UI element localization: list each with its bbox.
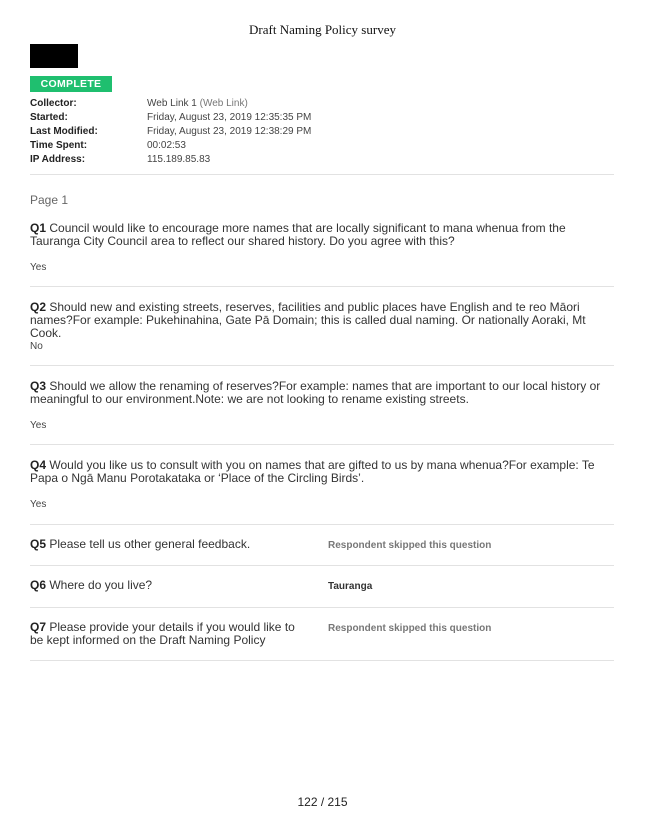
redacted-block (30, 44, 78, 68)
meta-value (147, 98, 248, 109)
meta-row-time-spent (30, 138, 614, 152)
divider (30, 524, 614, 525)
answer-7: Respondent skipped this question (328, 623, 492, 634)
question-number: Q7 (30, 620, 47, 634)
question-number: Q2 (30, 300, 47, 314)
question-text: Where do you live? (49, 578, 153, 592)
question-text: Would you like us to consult with you on names that are gifted to us by mana whenua?For example: Te Papa o Ngā Manu Porotakataka or ‘Place of the Circling Birds’. (30, 458, 595, 485)
question-3 (30, 380, 614, 406)
meta-label: Last Modified: (30, 125, 98, 137)
question-text: Please tell us other general feedback. (49, 537, 251, 551)
collector-type: (Web Link) (199, 98, 248, 110)
response-metadata (30, 97, 614, 166)
status-badge: COMPLETE (30, 76, 112, 92)
meta-value: 00:02:53 (147, 139, 186, 151)
divider (30, 286, 614, 287)
question-number: Q5 (30, 537, 47, 551)
page-label: Page 1 (30, 193, 69, 207)
meta-row-ip-address (30, 152, 614, 166)
question-text: Council would like to encourage more names that are locally significant to mana whenua from the Tauranga City Council area to reflect our shared history. Do you agree with this? (30, 221, 566, 248)
answer-3: Yes (30, 420, 47, 431)
question-1 (30, 222, 614, 248)
divider (30, 607, 614, 608)
meta-label: Time Spent: (30, 139, 88, 151)
question-number: Q4 (30, 458, 47, 472)
question-7 (30, 621, 305, 647)
answer-4: Yes (30, 499, 47, 510)
question-2 (30, 301, 614, 340)
question-text: Should new and existing streets, reserves, facilities and public places have English and te reo Māori names?For example: Pukehinahina, Gate Pā Domain; this is called dual naming. Or nationally Aoraki, Mt Cook. (30, 300, 586, 340)
meta-label: Collector: (30, 98, 77, 110)
question-text: Should we allow the renaming of reserves?For example: names that are important to our local history or meaningful to our environment.Note: we are not looking to rename existing streets. (30, 379, 601, 406)
meta-value: Friday, August 23, 2019 12:38:29 PM (147, 125, 312, 137)
meta-row-collector (30, 97, 614, 111)
divider (30, 565, 614, 566)
divider (30, 444, 614, 445)
question-6 (30, 579, 305, 592)
question-5 (30, 538, 305, 551)
divider (30, 365, 614, 366)
question-number: Q6 (30, 578, 47, 592)
divider (30, 174, 614, 175)
question-4 (30, 459, 614, 485)
question-number: Q1 (30, 221, 47, 235)
question-number: Q3 (30, 379, 47, 393)
answer-6: Tauranga (328, 581, 373, 592)
answer-2: No (30, 341, 43, 352)
answer-1: Yes (30, 262, 47, 273)
collector-value: Web Link 1 (147, 98, 197, 110)
meta-value: 115.189.85.83 (147, 153, 211, 165)
question-text: Please provide your details if you would like to be kept informed on the Draft Naming Policy (30, 620, 295, 647)
meta-label: IP Address: (30, 153, 86, 165)
document-title: Draft Naming Policy survey (249, 22, 396, 37)
meta-label: Started: (30, 112, 68, 124)
answer-5: Respondent skipped this question (328, 540, 492, 551)
divider (30, 660, 614, 661)
meta-value: Friday, August 23, 2019 12:35:35 PM (147, 112, 312, 124)
meta-row-last-modified (30, 125, 614, 139)
meta-row-started (30, 111, 614, 125)
page-number: 122 / 215 (297, 795, 348, 809)
